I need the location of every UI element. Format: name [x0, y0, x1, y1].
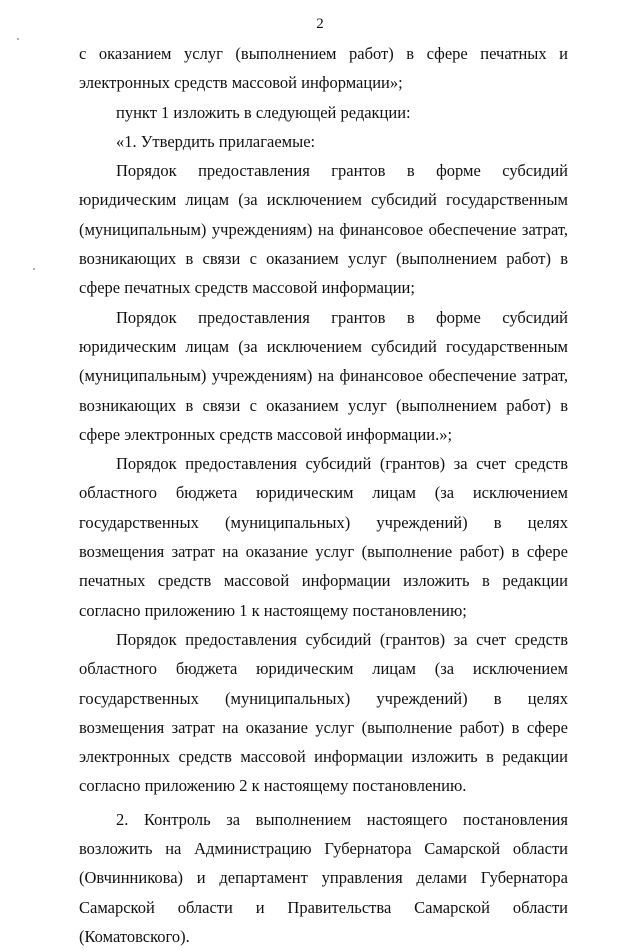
page-number: 2	[316, 16, 324, 32]
scan-artifact	[17, 38, 19, 40]
paragraph-print-media-grants: Порядок предоставления грантов в форме субсидий юридическим лицам (за исключением субсидий государственным (муниципальным) учреждениям) на финансовое обеспечение затрат, возникающих в связи с оказанием услуг (выполнением работ) в сфере печатных средств массовой информации;	[79, 161, 568, 298]
paragraph-print-media-subsidies: Порядок предоставления субсидий (грантов) за счет средств областного бюджета юридическим лицам (за исключением государственных (муниципальных) учреждений) в целях возмещения затрат на оказание услуг (выполнение работ) в сфере печатных средств массовой информации изложить в редакции согласно приложению 1 к настоящему постановлению;	[79, 454, 568, 620]
paragraph-electronic-media-subsidies: Порядок предоставления субсидий (грантов) за счет средств областного бюджета юридическим лицам (за исключением государственных (муниципальных) учреждений) в целях возмещения затрат на оказание услуг (выполнение работ) в сфере электронных средств массовой информации изложить в редакции согласно приложению 2 к настоящему постановлению.	[79, 629, 568, 796]
paragraph-approve-heading: «1. Утвердить прилагаемые:	[116, 131, 316, 151]
scan-artifact	[33, 268, 35, 270]
paragraph-continuation: с оказанием услуг (выполнением работ) в сфере печатных и электронных средств массовой информации»;	[79, 44, 568, 93]
document-body	[79, 39, 568, 951]
paragraph-electronic-media-grants: Порядок предоставления грантов в форме субсидий юридическим лицам (за исключением субсидий государственным (муниципальным) учреждениям) на финансовое обеспечение затрат, возникающих в связи с оказанием услуг (выполнением работ) в сфере электронных средств массовой информации.»;	[79, 307, 568, 444]
paragraph-amend-point-1: пункт 1 изложить в следующей редакции:	[116, 102, 411, 122]
paragraph-control: 2. Контроль за выполнением настоящего постановления возложить на Администрацию Губернатора Самарской области (Овчинникова) и департамент управления делами Губернатора Самарской области и Правительства Самарской области (Коматовского).	[79, 809, 568, 946]
